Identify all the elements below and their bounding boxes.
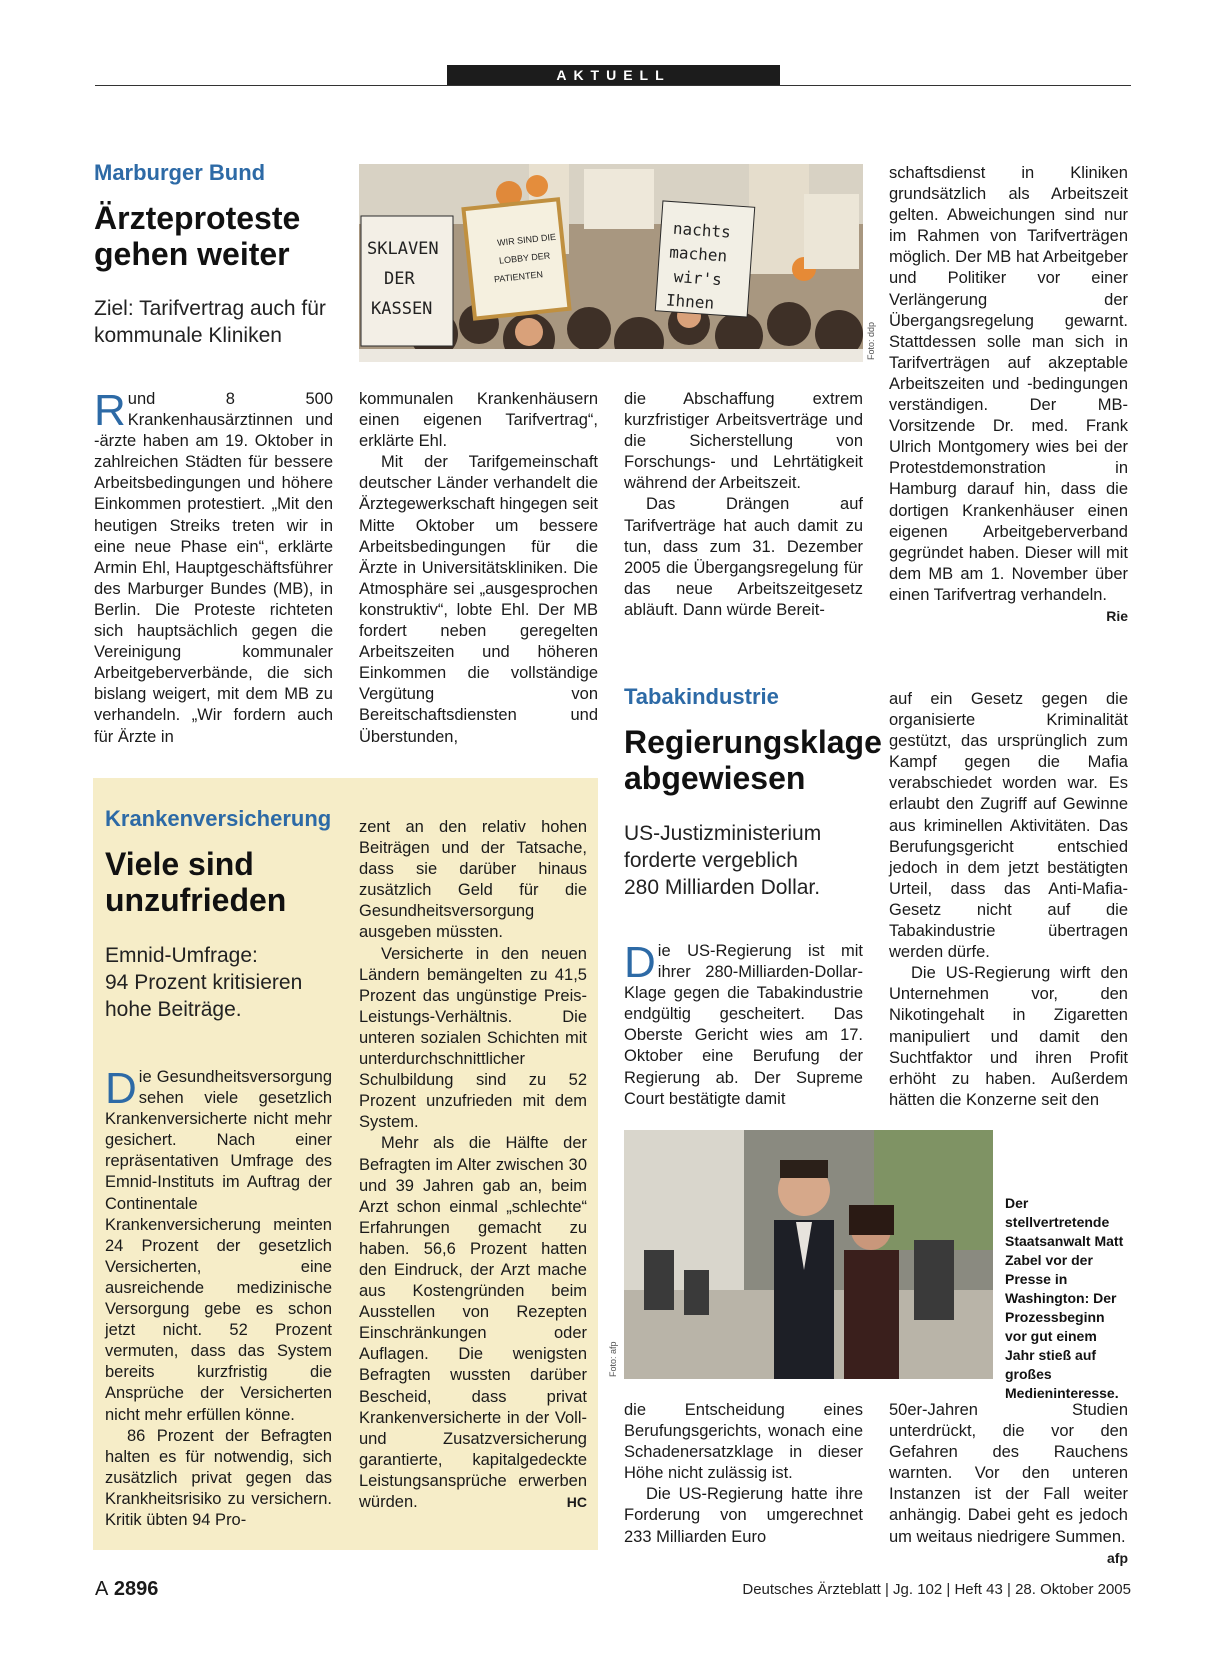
- subhead-line: kommunale Kliniken: [94, 324, 282, 347]
- body-text: Mehr als die Hälfte der Befragten im Alter zwischen 30 und 39 Jahren gab an, beim Arzt schon einmal „schlechte“ Erfahrungen gemacht zu haben. 56,6 Prozent hatten den Eindruck, der Arzt mache aus Kostengründen beim Ausstellen von Rezepten Einschränkungen oder Auflagen. Die wenigsten Befragten wussten darüber Bescheid, dass privat Krankenversicherte in der Voll- und Zusatzversicherung garantierte, kapitalgedeckte Leistungsansprüche erwerben würden.: [359, 1134, 587, 1511]
- body-paragraph: Die US-Regierung hatte ihre Forderung von umgerechnet 233 Milliarden Euro: [624, 1485, 863, 1546]
- dropcap: D: [624, 938, 656, 987]
- page-number: [95, 1578, 158, 1601]
- article1-headline: [94, 200, 334, 272]
- page-number-value: 2896: [113, 1578, 159, 1600]
- article2-headline: [105, 846, 345, 918]
- body-paragraph: zent an den relativ hohen Beiträgen und der Tatsache, dass sie darüber hinaus zusätzlich Geld für die Gesundheitsversorgung ausgeben müssten.: [359, 818, 587, 942]
- article1-column-4: [889, 163, 1128, 627]
- author-signature: HC: [566, 1494, 587, 1510]
- article3-column-1b: [624, 1400, 863, 1548]
- article1-subhead: [94, 295, 344, 349]
- journal-volume: Jg. 102: [893, 1581, 943, 1598]
- article3-kicker: Tabakindustrie: [624, 684, 779, 709]
- sign-text-2: DER: [384, 269, 415, 289]
- section-banner: AKTUELL: [447, 65, 780, 86]
- sign-text-6: PATIENTEN: [493, 269, 544, 285]
- body-paragraph: Die US-Regierung wirft den Unternehmen vor, den Nikotingehalt in Zigaretten manipuliert und damit den Suchtfaktor und ihren Profit erhöht zu haben. Außerdem hätten die Konzerne seit den: [889, 964, 1128, 1109]
- body-paragraph: die Abschaffung extrem kurzfristiger Arbeitsverträge und die Sicherstellung von Forschungs- und Lehrtätigkeit während der Arbeitszeit.: [624, 390, 863, 493]
- sign-text-7: nachts: [672, 218, 732, 242]
- headline-line: Ärzteproteste: [94, 200, 301, 236]
- headline-line: gehen weiter: [94, 236, 290, 272]
- body-text: 50er-Jahren Studien unterdrückt, die vor den Gefahren des Rauchens warnten. Vor den unteren Instanzen ist der Fall weiter anhängig. Dabei geht es jedoch um weitaus niedrigere Summen.: [889, 1401, 1128, 1546]
- photo-credit-ddp: Foto: ddp: [866, 321, 876, 360]
- subhead-line: Emnid-Umfrage:: [105, 944, 258, 967]
- article3-column-2b: [889, 1400, 1128, 1569]
- article3-headline: [624, 724, 882, 796]
- body-paragraph: Mit der Tarifgemeinschaft deutscher Länder verhandelt die Ärztegewerkschaft hingegen seit Mitte Oktober um bessere Arbeitsbedingungen für die Ärzte in Universitätskliniken. Die Atmosphäre sei „ausgesprochen konstruktiv“, lobte Ehl. Der MB fordert neben geregelten Arbeitszeiten und höheren Einkommen die vollständige Vergütung von Bereitschaftsdiensten und Überstunden,: [359, 453, 598, 746]
- journal-info: Deutsches Ärzteblatt | Jg. 102 | Heft 43 | 28. Oktober 2005: [742, 1581, 1131, 1598]
- sign-text-1: SKLAVEN: [367, 239, 439, 259]
- body-paragraph: Versicherte in den neuen Ländern bemängelten zu 41,5 Prozent das ungünstige Preis-Leistungs-Verhältnis. Die unteren sozialen Schichten mit unterdurchschnittlicher Schulbildung sind zu 52 Prozent unzufrieden mit dem System.: [359, 944, 587, 1132]
- body-text: schaftsdienst in Kliniken grundsätzlich als Arbeitszeit gelten. Abweichungen sind nur im Rahmen von Tarifverträgen möglich. Der MB hat Arbeitgeber und Politiker vor einer Verlängerung der Übergangsregelung gewarnt. Stattdessen solle man sich in Tarifverträgen auf akzeptable Arbeitszeiten und -bedingungen verständigen. Der MB-Vorsitzende Dr. med. Frank Ulrich Montgomery wies bei der Protestdemonstration in Hamburg darauf hin, dass die dortigen Krankenhäuser einen eigenen Arbeitgeberverband gegründet haben. Dieser will mit dem MB am 1. November über einen Tarifvertrag verhandeln.: [889, 164, 1128, 604]
- subhead-line: hohe Beiträge.: [105, 998, 242, 1021]
- dropcap: D: [105, 1064, 137, 1113]
- headline-line: Viele sind: [105, 846, 254, 882]
- subhead-line: forderte vergeblich: [624, 849, 798, 872]
- sign-text-10: Ihnen: [665, 290, 715, 313]
- photo-caption: Der stellvertretende Staatsanwalt Matt Zabel vor der Presse in Washington: Der Prozessbeginn vor gut einem Jahr stieß auf großes Medieninteresse.: [1005, 1195, 1124, 1401]
- article1-column-2: [359, 389, 598, 748]
- sign-text-3: KASSEN: [371, 299, 433, 319]
- article1-column-1: [94, 386, 333, 748]
- headline-line: Regierungsklage: [624, 724, 882, 760]
- dropcap: R: [94, 386, 126, 435]
- page-prefix: A: [95, 1578, 109, 1600]
- protest-photo-art: [359, 164, 863, 362]
- article2-column-2: [359, 817, 587, 1513]
- body-paragraph: 86 Prozent der Befragten halten es für notwendig, sich zusätzlich privat gegen das Krankheitsrisiko zu versichern. Kritik übten 94 Pro-: [105, 1426, 332, 1529]
- sign-text-9: wir's: [673, 266, 723, 290]
- body-text: ie Gesundheitsversorgung sehen viele gesetzlich Krankenversicherte nicht mehr gesichert. Nach einer repräsentativen Umfrage des Emnid-Instituts im Auftrag der Continentale Krankenversicherung meinten 24 Prozent der gesetzlich Versicherten, eine ausreichende medizinische Versorgung gebe es schon jetzt nicht. 52 Prozent vermuten, dass das System bereits kurzfristig die Ansprüche der Versicherten nicht mehr erfüllen könne.: [105, 1068, 332, 1424]
- journal-issue: Heft 43: [954, 1581, 1003, 1598]
- article2-column-1: [105, 1064, 332, 1531]
- subhead-line: 280 Milliarden Dollar.: [624, 876, 821, 899]
- article3-column-1: [624, 938, 863, 1110]
- article2-kicker: Krankenversicherung: [105, 806, 332, 831]
- header-rule: [95, 85, 1131, 86]
- headline-line: abgewiesen: [624, 760, 806, 796]
- body-paragraph: kommunalen Krankenhäusern einen eigenen Tarifvertrag“, erklärte Ehl.: [359, 390, 598, 451]
- author-signature: Rie: [1106, 607, 1128, 624]
- body-paragraph: auf ein Gesetz gegen die organisierte Kriminalität gestützt, das ursprünglich zum Kampf gegen die Mafia verabschiedet worden war. Es erlaubt den Zugriff auf Gewinne aus kriminellen Aktivitäten. Das Berufungsgericht entschied jedoch in dem jetzt bestätigten Urteil, dass das Anti-Mafia-Gesetz nicht auf die Tabakindustrie übertragen werden dürfe.: [889, 690, 1128, 962]
- body-paragraph: Das Drängen auf Tarifverträge hat auch damit zu tun, dass zum 31. Dezember 2005 die Übergangsregelung für das neue Arbeitszeitgesetz abläuft. Dann würde Bereit-: [624, 495, 863, 619]
- press-photo-art: [624, 1130, 993, 1379]
- article1-column-3: [624, 389, 863, 621]
- author-signature: afp: [1107, 1549, 1128, 1566]
- press-photo: [624, 1130, 993, 1379]
- subhead-line: Ziel: Tarifvertrag auch für: [94, 297, 326, 320]
- sign-text-5: LOBBY DER: [498, 250, 551, 266]
- protest-photo: [359, 164, 863, 362]
- headline-line: unzufrieden: [105, 882, 287, 918]
- subhead-line: US-Justizministerium: [624, 822, 822, 845]
- journal-date: 28. Oktober 2005: [1015, 1581, 1131, 1598]
- subhead-line: 94 Prozent kritisieren: [105, 971, 303, 994]
- sign-text-4: WIR SIND DIE: [496, 231, 557, 248]
- article1-kicker: Marburger Bund: [94, 160, 266, 185]
- journal-name: Deutsches Ärzteblatt: [742, 1581, 881, 1598]
- body-paragraph: die Entscheidung eines Berufungsgerichts, wonach eine Schadenersatzklage in dieser Höhe nicht zulässig ist.: [624, 1401, 863, 1483]
- photo-credit-afp: Foto: afp: [608, 1341, 618, 1377]
- sign-text-8: machen: [668, 242, 728, 266]
- body-text: und 8 500 Krankenhausärztinnen und -ärzte haben am 19. Oktober in zahlreichen Städten für bessere Arbeitsbedingungen und höhere Einkommen protestiert. „Mit den heutigen Streiks treten wir in eine neue Phase ein“, erklärte Armin Ehl, Hauptgeschäftsführer des Marburger Bundes (MB), in Berlin. Die Proteste richteten sich hauptsächlich gegen die Vereinigung kommunaler Arbeitgeberverbände, die sich bislang weigert, mit dem MB zu verhandeln. „Wir fordern auch für Ärzte in: [94, 390, 333, 746]
- article3-column-2: [889, 689, 1128, 1111]
- article3-subhead: [624, 820, 874, 901]
- body-text: ie US-Regierung ist mit ihrer 280-Milliarden-Dollar-Klage gegen die Tabakindustrie endgültig gescheitert. Das Oberste Gericht wies am 17. Oktober eine Berufung der Regierung ab. Der Supreme Court bestätigte damit: [624, 942, 863, 1108]
- article2-subhead: [105, 942, 345, 1023]
